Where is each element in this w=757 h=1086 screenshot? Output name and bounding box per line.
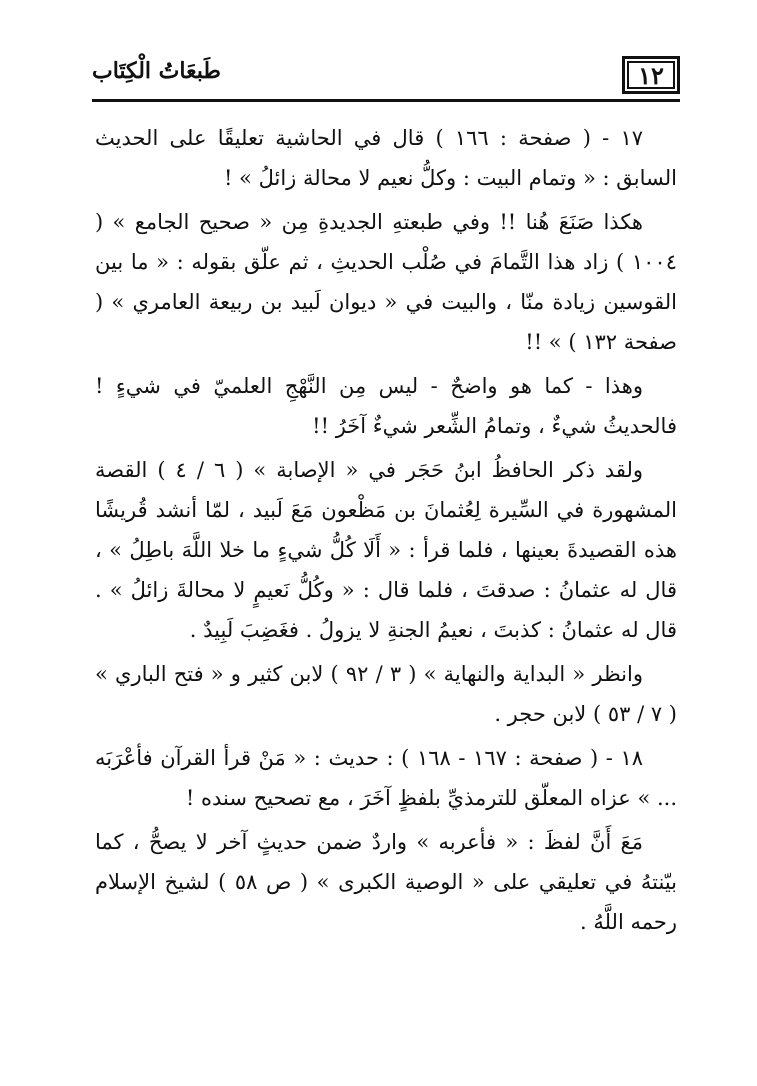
page-body xyxy=(95,118,677,946)
paragraph-18: ١٨ - ( صفحة : ١٦٧ - ١٦٨ ) : حديث : « مَنْ قرأ القرآن فأعْرَبَه ... » عزاه المعلّق للترمذيِّ بلفظٍ آخَرَ ، مع تصحيح سنده ! xyxy=(95,746,677,810)
paragraph-18-commentary: مَعَ أَنَّ لفظَ : « فأعربه » واردٌ ضمن حديثٍ آخر لا يصحُّ ، كما بيّنتهُ في تعليقي على « الوصية الكبرى » ( ص ٥٨ ) لشيخ الإسلام رحمه اللَّهُ . xyxy=(95,830,678,934)
header-rule xyxy=(92,99,680,102)
paragraph-17-references: وانظر « البداية والنهاية » ( ٣ / ٩٢ ) لابن كثير و « فتح الباري » ( ٧ / ٥٣ ) لابن حجر . xyxy=(95,662,677,726)
page-number: ١٢ xyxy=(622,56,680,94)
paragraph-17: ١٧ - ( صفحة : ١٦٦ ) قال في الحاشية تعليقًا على الحديث السابق : « وتمام البيت : وكلُّ نعيم لا محالة زائلُ » ! xyxy=(95,126,677,190)
paragraph-17-story: ولقد ذكر الحافظُ ابنُ حَجَر في « الإصابة » ( ٦ / ٤ ) القصة المشهورة في السِّيرة لِعُثمانَ بن مَظْعون مَعَ لَبيد ، لمّا أنشد قُريشًا هذه القصيدةَ بعينها ، فلما قرأ : « أَلَا كُلُّ شيءٍ ما خلا اللَّهَ باطِلُ » ، قال له عثمانُ : صدقتَ ، فلما قال : « وكُلُّ نَعيمٍ لا محالةَ زائلُ » . قال له عثمانُ : كذبتَ ، نعيمُ الجنةِ لا يزولُ . فغَضِبَ لَبِيدٌ . xyxy=(95,458,677,642)
running-title: طَبعَاتُ الْكِتَاب xyxy=(92,58,221,84)
page-header xyxy=(92,50,680,102)
paragraph-17-commentary: هكذا صَنَعَ هُنا !! وفي طبعتهِ الجديدةِ مِن « صحيح الجامع » ( ١٠٠٤ ) زاد هذا التَّمامَ في صُلْب الحديثِ ، ثم علّق بقوله : « ما بين القوسين زيادة منّا ، والبيت في « ديوان لَبيد بن ربيعة العامري » ( صفحة ١٣٢ ) » !! xyxy=(95,210,677,354)
paragraph-17-critique: وهذا - كما هو واضحٌ - ليس مِن النَّهْجِ العلميّ في شيءٍ ! فالحديثُ شيءٌ ، وتمامُ الشِّعر شيءٌ آخَرُ !! xyxy=(95,374,677,438)
